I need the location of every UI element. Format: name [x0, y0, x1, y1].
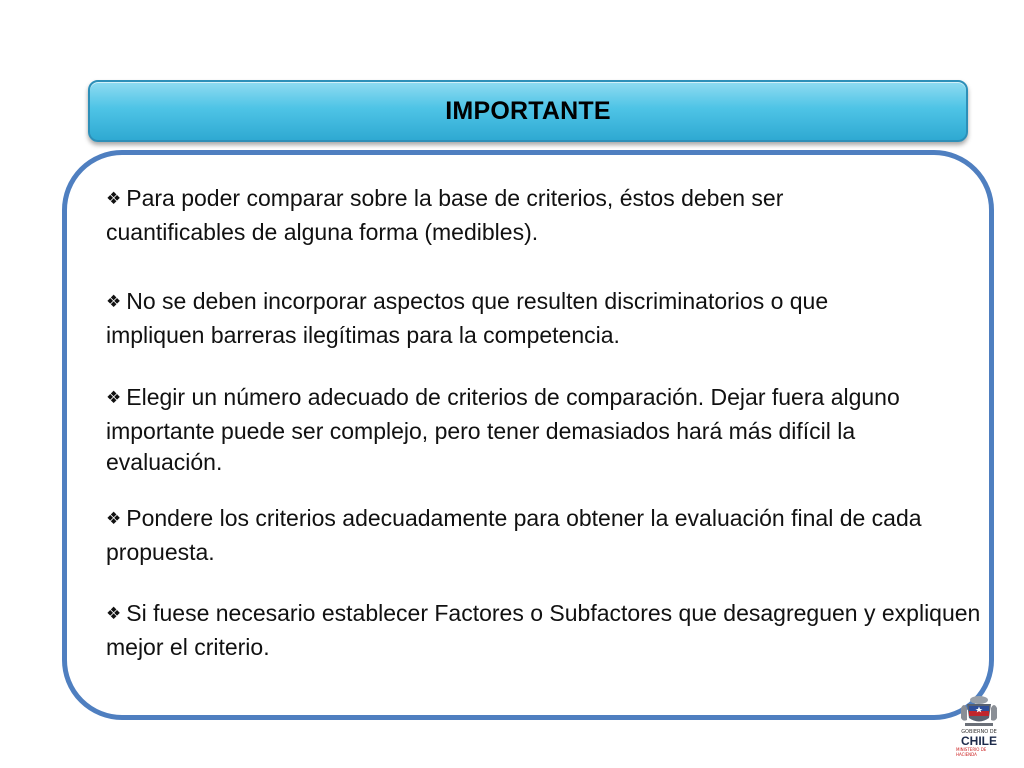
diamond-four-icon: ❖	[106, 509, 122, 529]
logo-name: CHILE	[961, 734, 997, 748]
diamond-four-icon: ❖	[106, 292, 122, 312]
bullet-text: Pondere los criterios adecuadamente para obtener la evaluación final de cada propuesta.	[106, 505, 922, 565]
bullet-text: Elegir un número adecuado de criterios de comparación. Dejar fuera alguno importante puede ser complejo, pero tener demasiados hará más difícil la evaluación.	[106, 384, 900, 475]
page-title: IMPORTANTE	[445, 96, 611, 125]
diamond-four-icon: ❖	[106, 604, 122, 624]
diamond-four-icon: ❖	[106, 388, 122, 408]
gobierno-de-chile-logo	[956, 694, 1002, 760]
coat-of-arms-icon	[959, 694, 999, 728]
bullet-item	[106, 183, 906, 248]
diamond-four-icon: ❖	[106, 189, 122, 209]
bullet-text: Si fuese necesario establecer Factores o Subfactores que desagreguen y expliquen mejor el criterio.	[106, 600, 981, 660]
title-banner	[88, 80, 968, 142]
logo-top-text: GOBIERNO DE	[961, 729, 997, 735]
logo-sub-text: MINISTERIO DE HACIENDA	[956, 747, 987, 757]
bullet-text: No se deben incorporar aspectos que resulten discriminatorios o que impliquen barreras ilegítimas para la competencia.	[106, 288, 829, 348]
bullet-item	[106, 503, 966, 568]
bullet-item	[106, 286, 926, 351]
bullet-text: Para poder comparar sobre la base de criterios, éstos deben ser cuantificables de alguna forma (medibles).	[106, 185, 784, 245]
bullet-item	[106, 382, 946, 478]
bullet-item	[106, 598, 981, 663]
